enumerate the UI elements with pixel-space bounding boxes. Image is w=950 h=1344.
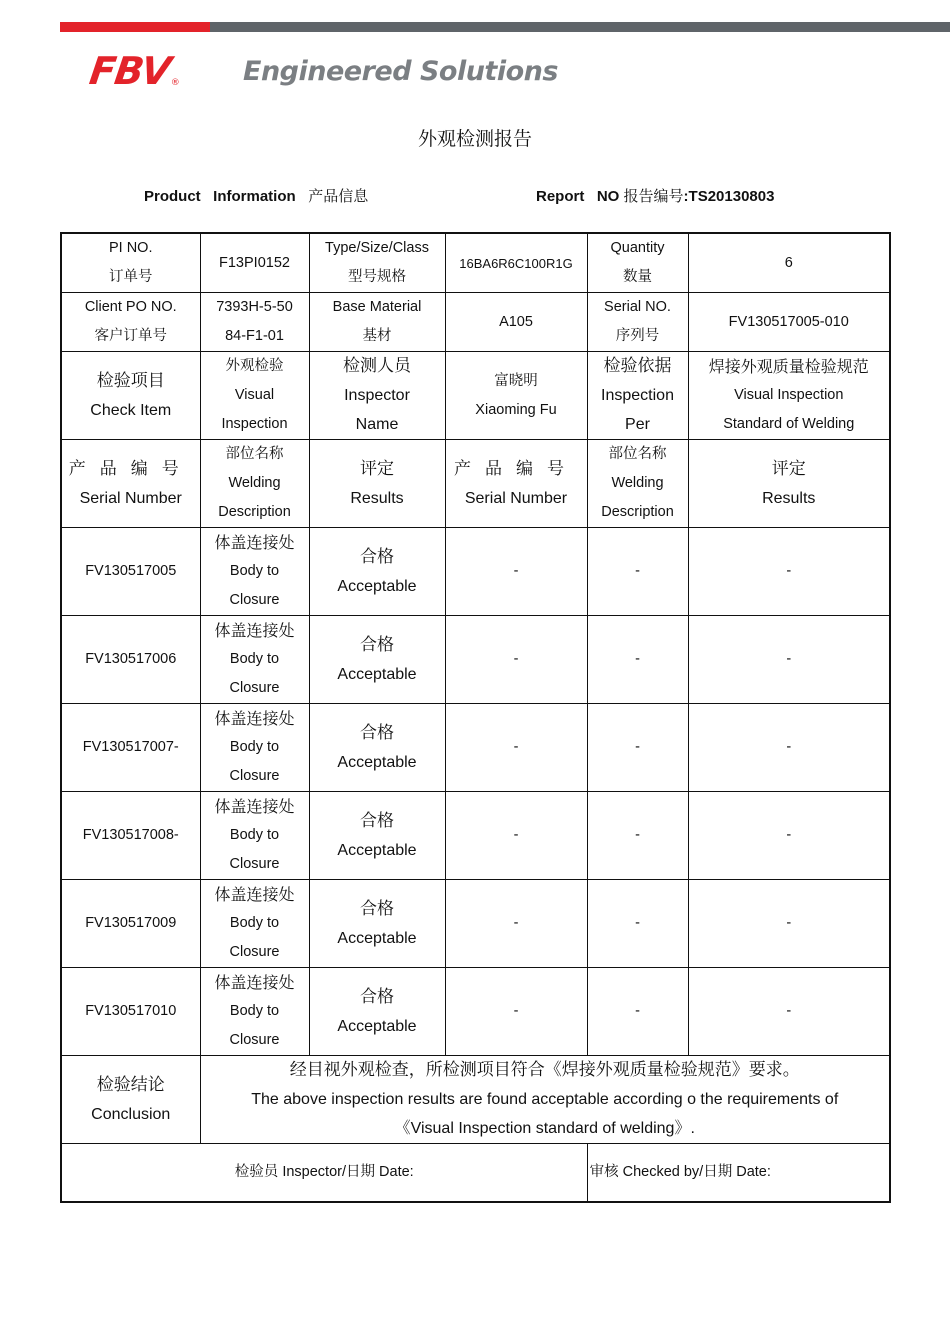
client-po-label: Client PO NO. 客户订单号 xyxy=(61,293,200,352)
logo-mark: FBV xyxy=(86,49,173,93)
serial-cell: FV130517008- xyxy=(61,792,200,880)
table-row-client xyxy=(61,293,890,352)
serial-cell-2: - xyxy=(445,528,587,616)
serial-cell: FV130517007- xyxy=(61,704,200,792)
check-item-label: 检验项目 Check Item xyxy=(61,352,200,440)
conclusion-row xyxy=(61,1056,890,1144)
col-header-serial: 产品编号 Serial Number xyxy=(61,440,200,528)
header-bar-gray xyxy=(210,22,950,32)
inspector-name-label: 检测人员 Inspector Name xyxy=(309,352,445,440)
welding-cell: 体盖连接处 Body to Closure xyxy=(200,968,309,1056)
table-row xyxy=(61,616,890,704)
result-cell-2: - xyxy=(688,616,890,704)
result-cell: 合格 Acceptable xyxy=(309,968,445,1056)
inspection-per-label: 检验依据 Inspection Per xyxy=(587,352,688,440)
client-po-value: 7393H-5-50 84-F1-01 xyxy=(200,293,309,352)
result-cell-2: - xyxy=(688,704,890,792)
table-row xyxy=(61,968,890,1056)
welding-cell-2: - xyxy=(587,528,688,616)
welding-cell: 体盖连接处 Body to Closure xyxy=(200,880,309,968)
table-row xyxy=(61,704,890,792)
col-header-welding: 部位名称 Welding Description xyxy=(200,440,309,528)
serial-cell: FV130517005 xyxy=(61,528,200,616)
table-row xyxy=(61,792,890,880)
serial-cell: FV130517010 xyxy=(61,968,200,1056)
inspector-name-value: 富晓明 Xiaoming Fu xyxy=(445,352,587,440)
check-item-value: 外观检验 Visual Inspection xyxy=(200,352,309,440)
table-row xyxy=(61,528,890,616)
quantity-label: Quantity 数量 xyxy=(587,233,688,293)
welding-cell: 体盖连接处 Body to Closure xyxy=(200,616,309,704)
serial-cell-2: - xyxy=(445,704,587,792)
quantity-value: 6 xyxy=(688,233,890,293)
serial-cell: FV130517009 xyxy=(61,880,200,968)
result-cell: 合格 Acceptable xyxy=(309,616,445,704)
table-header-row xyxy=(61,440,890,528)
logo-tagline: Engineered Solutions xyxy=(243,56,558,87)
welding-cell-2: - xyxy=(587,616,688,704)
welding-cell-2: - xyxy=(587,880,688,968)
welding-cell-2: - xyxy=(587,968,688,1056)
checker-signoff: 审核 Checked by/日期 Date: xyxy=(587,1144,890,1202)
inspection-per-value: 焊接外观质量检验规范 Visual Inspection Standard of Welding xyxy=(688,352,890,440)
welding-cell: 体盖连接处 Body to Closure xyxy=(200,792,309,880)
welding-cell-2: - xyxy=(587,792,688,880)
result-cell-2: - xyxy=(688,880,890,968)
result-cell-2: - xyxy=(688,528,890,616)
serial-cell: FV130517006 xyxy=(61,616,200,704)
base-material-label: Base Material 基材 xyxy=(309,293,445,352)
report-number: Report NO 报告编号:TS20130803 xyxy=(536,187,775,205)
serial-cell-2: - xyxy=(445,880,587,968)
conclusion-text: 经目视外观检查，所检测项目符合《焊接外观质量检验规范》要求。 The above inspection results are found acceptable according o the requirements of 《Visual Inspection standard of welding》. xyxy=(200,1056,890,1144)
document-title: 外观检测报告 xyxy=(417,128,532,150)
welding-cell: 体盖连接处 Body to Closure xyxy=(200,704,309,792)
product-information-label: Product Information 产品信息 xyxy=(144,187,369,205)
base-material-value: A105 xyxy=(445,293,587,352)
result-cell-2: - xyxy=(688,792,890,880)
serial-no-label: Serial NO. 序列号 xyxy=(587,293,688,352)
table-row xyxy=(61,880,890,968)
welding-cell: 体盖连接处 Body to Closure xyxy=(200,528,309,616)
header-bar-red xyxy=(60,22,210,32)
table-row-pi xyxy=(61,233,890,293)
signoff-row xyxy=(61,1144,890,1202)
inspector-signoff: 检验员 Inspector/日期 Date: xyxy=(61,1144,587,1202)
serial-cell-2: - xyxy=(445,792,587,880)
col-header-results-2: 评定 Results xyxy=(688,440,890,528)
result-cell-2: - xyxy=(688,968,890,1056)
type-value: 16BA6R6C100R1G xyxy=(445,233,587,293)
conclusion-label: 检验结论 Conclusion xyxy=(61,1056,200,1144)
col-header-serial-2: 产品编号 Serial Number xyxy=(445,440,587,528)
welding-cell-2: - xyxy=(587,704,688,792)
col-header-results: 评定 Results xyxy=(309,440,445,528)
result-cell: 合格 Acceptable xyxy=(309,704,445,792)
pi-label: PI NO. 订单号 xyxy=(61,233,200,293)
result-cell: 合格 Acceptable xyxy=(309,792,445,880)
fbv-logo xyxy=(86,49,180,93)
logo-registered-mark: ® xyxy=(170,78,180,88)
inspection-table xyxy=(60,232,891,1203)
table-row-check xyxy=(61,352,890,440)
serial-no-value: FV130517005-010 xyxy=(688,293,890,352)
type-label: Type/Size/Class 型号规格 xyxy=(309,233,445,293)
pi-value: F13PI0152 xyxy=(200,233,309,293)
col-header-welding-2: 部位名称 Welding Description xyxy=(587,440,688,528)
serial-cell-2: - xyxy=(445,616,587,704)
result-cell: 合格 Acceptable xyxy=(309,528,445,616)
serial-cell-2: - xyxy=(445,968,587,1056)
result-cell: 合格 Acceptable xyxy=(309,880,445,968)
